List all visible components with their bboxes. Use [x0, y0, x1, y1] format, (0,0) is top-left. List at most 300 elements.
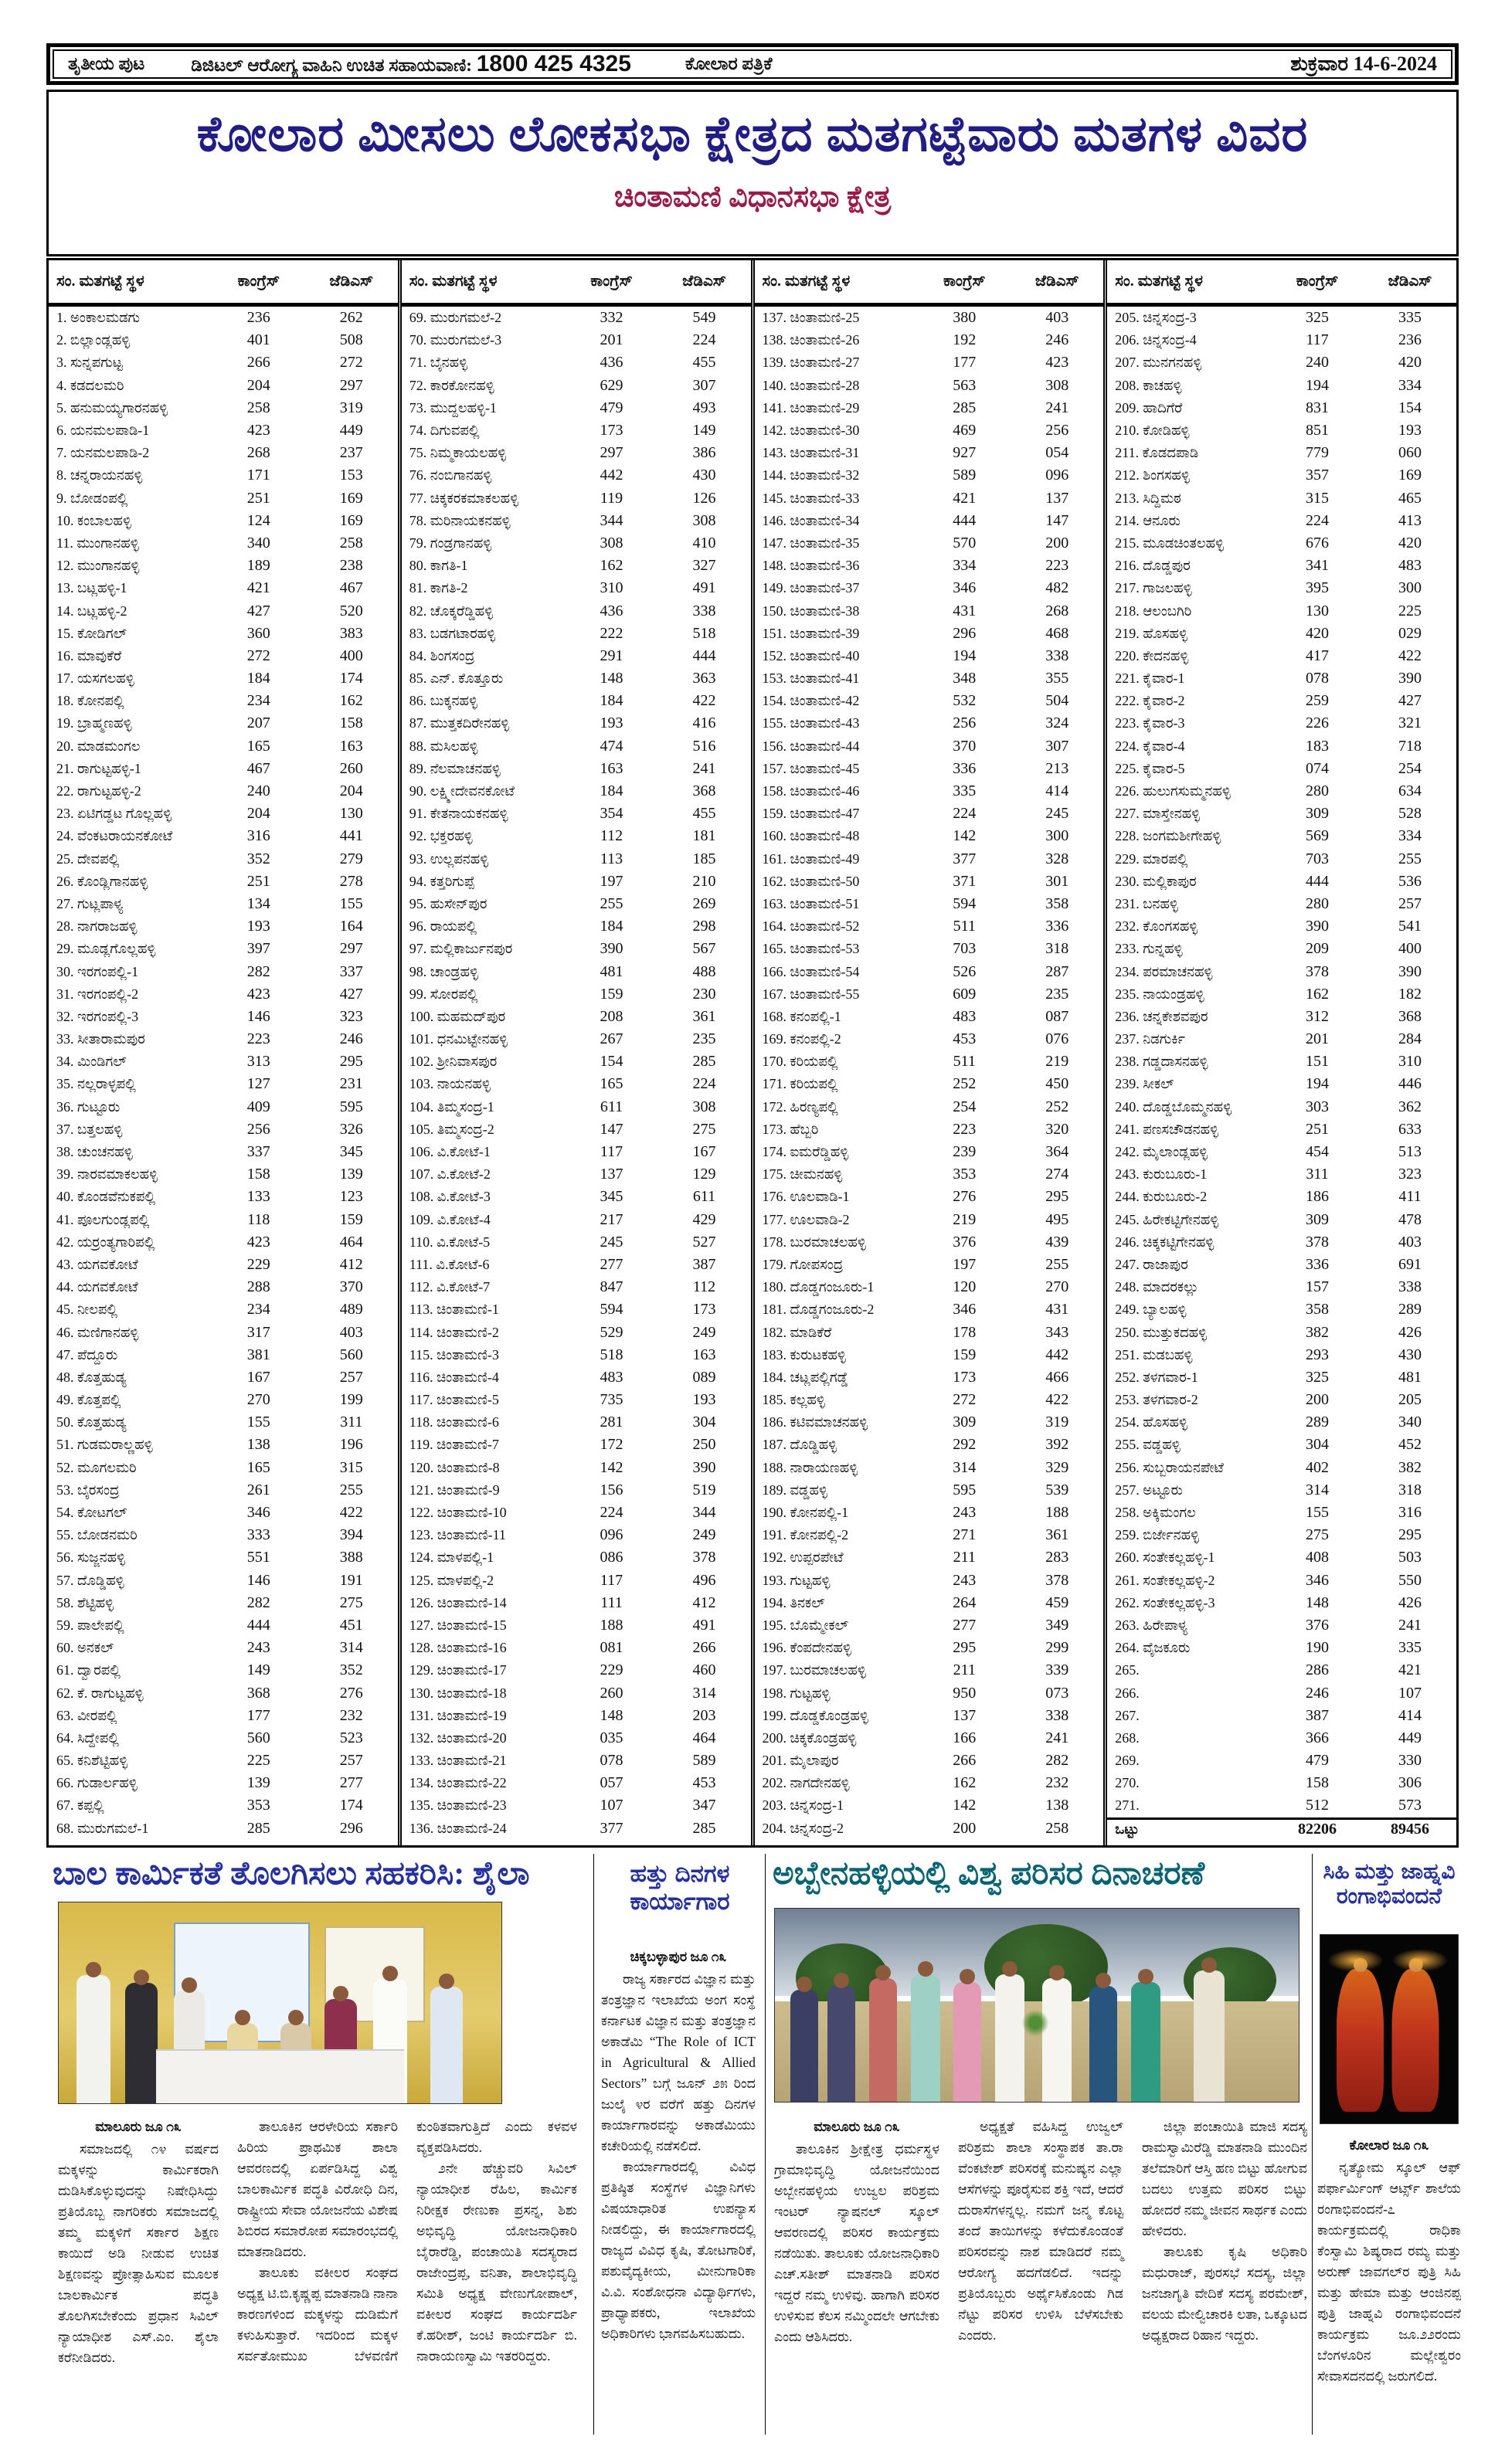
jds-votes: 181	[692, 827, 716, 845]
booth-name: 176. ಊಲವಾಡಿ-1	[762, 1189, 850, 1205]
congress-votes: 378	[1306, 962, 1329, 980]
congress-votes: 427	[246, 602, 270, 619]
table-row	[402, 1073, 751, 1095]
jds-votes: 334	[1398, 376, 1422, 394]
jds-votes: 272	[339, 354, 363, 372]
booth-name: 265.	[1115, 1662, 1140, 1678]
booth-name: 37. ಬತ್ತಲಹಳ್ಳಿ	[56, 1121, 123, 1137]
jds-votes: 403	[339, 1323, 363, 1341]
booth-name: 157. ಚಿಂತಾಮಣಿ-45	[762, 760, 860, 776]
person-figure	[1194, 1970, 1225, 2102]
jds-votes: 149	[692, 422, 716, 440]
total-congress: 82206	[1298, 1821, 1337, 1838]
congress-votes: 155	[1306, 1504, 1329, 1522]
jds-votes: 123	[339, 1188, 363, 1206]
jds-votes: 257	[1398, 894, 1422, 912]
booth-name: 56. ಸುಜ್ಜನಹಳ್ಳಿ	[56, 1549, 126, 1566]
jds-votes: 426	[1398, 1593, 1422, 1611]
booth-name: 216. ದೊಡ್ಡಪುರ	[1115, 558, 1191, 574]
table-row	[1107, 510, 1456, 532]
table-row	[1107, 1073, 1456, 1095]
booth-name: 236. ಚನ್ನಕೇಶವಪುರ	[1115, 1008, 1208, 1024]
jds-votes: 275	[692, 1120, 716, 1138]
table-row	[49, 938, 398, 960]
table-row	[755, 983, 1104, 1006]
congress-votes: 267	[600, 1030, 623, 1048]
jds-votes: 403	[1398, 1233, 1422, 1251]
congress-votes: 197	[600, 872, 623, 890]
jds-votes: 400	[1398, 940, 1422, 958]
jds-votes: 282	[1045, 1752, 1069, 1770]
booth-name: 218. ಆಲಂಬಗಿರಿ	[1115, 602, 1192, 619]
congress-votes: 370	[953, 737, 977, 755]
table-row	[1107, 871, 1456, 893]
congress-votes: 086	[600, 1549, 623, 1566]
congress-votes: 239	[953, 1143, 977, 1161]
column-rule	[1312, 1854, 1313, 2435]
jds-votes: 363	[692, 670, 716, 687]
table-row	[402, 1614, 751, 1637]
booth-name: 147. ಚಿಂತಾಮಣಿ-35	[762, 535, 860, 551]
booth-name: 117. ಚಿಂತಾಮಣಿ-5	[409, 1392, 499, 1408]
table-row	[402, 983, 751, 1006]
sapling-decor	[1021, 2010, 1049, 2036]
table-row	[49, 983, 398, 1006]
congress-votes: 219	[953, 1210, 977, 1228]
booth-name: 164. ಚಿಂತಾಮಣಿ-52	[762, 918, 860, 935]
jds-votes: 338	[692, 602, 716, 619]
congress-votes: 282	[246, 1593, 270, 1611]
congress-votes: 444	[953, 511, 977, 529]
table-row	[755, 803, 1104, 825]
congress-votes: 266	[953, 1752, 977, 1770]
header-congress: ಕಾಂಗ್ರೆಸ್	[943, 273, 986, 290]
table-row	[1107, 487, 1456, 510]
table-row	[402, 1276, 751, 1298]
booth-name: 127. ಚಿಂತಾಮಣಿ-15	[409, 1617, 507, 1633]
booth-name: 62. ಕೆ. ರಾಗುಟ್ಟಹಳ್ಳಿ	[56, 1685, 144, 1701]
article-paragraph: ತಾಲೂಕು ವಕೀಲರ ಸಂಘದ ಅಧ್ಯಕ್ಷ ಟಿ.ಬಿ.ಕೃಷ್ಣಪ್ಪ ಮಾತನಾಡಿ ನಾನಾ ಕಾರಣಗಳಿಂದ ಮಕ್ಕಳನ್ನು ದುಡಿಮೆಗೆ ಕಳುಹಿಸುತ್ತಾರೆ. ಇದರಿಂದ ಮಕ್ಕಳ ಸರ್ವತೋಮುಖ ಬೆಳವಣಿಗೆ ಕುಂಠಿತವಾಗುತ್ತಿದೆ ಎಂದು ಕಳವಳ ವ್ಯಕ್ತಪಡಿಸಿದರು.	[237, 2119, 577, 2364]
jds-votes: 054	[1045, 444, 1069, 462]
jds-votes: 241	[1398, 1616, 1422, 1634]
congress-votes: 401	[246, 331, 270, 349]
headline-line: ಕಾರ್ಯಾಗಾರ	[630, 1887, 730, 1915]
jds-votes: 539	[1045, 1481, 1069, 1498]
table-row	[49, 329, 398, 351]
booth-name: 61. ದ್ವಾರಪಲ್ಲಿ	[56, 1662, 121, 1678]
congress-votes: 112	[600, 827, 623, 845]
booth-name: 46. ಮಣಿಗಾನಹಳ್ಳಿ	[56, 1324, 139, 1340]
jds-votes: 260	[339, 759, 363, 777]
booth-name: 190. ಕೋನಪಲ್ಲಿ-1	[762, 1505, 849, 1521]
table-row	[1107, 1772, 1456, 1794]
jds-votes: 230	[692, 985, 716, 1003]
booth-name: 211. ಕೊಡದಪಾಡಿ	[1115, 445, 1199, 461]
table-row	[49, 1727, 398, 1750]
table-row	[1107, 848, 1456, 871]
congress-votes: 256	[246, 1120, 270, 1138]
congress-votes: 423	[246, 1233, 270, 1251]
booth-name: 158. ಚಿಂತಾಮಣಿ-46	[762, 783, 860, 799]
jds-votes: 255	[339, 1481, 363, 1498]
booth-name: 50. ಕೊತ್ತಹುಡ್ಯ	[56, 1414, 127, 1431]
table-row	[402, 1705, 751, 1727]
jds-votes: 455	[692, 805, 716, 823]
congress-votes: 272	[246, 647, 270, 664]
congress-votes: 346	[246, 1504, 270, 1522]
booth-name: 224. ಕೈವಾರ-4	[1115, 738, 1185, 754]
table-row	[402, 1502, 751, 1524]
congress-votes: 208	[600, 1007, 623, 1025]
booth-name: 42. ಯರ್ರಂತ್ಯಗಾರಿಪಲ್ಲಿ	[56, 1234, 155, 1250]
congress-votes: 172	[600, 1436, 623, 1454]
booth-name: 134. ಚಿಂತಾಮಣಿ-22	[409, 1775, 507, 1791]
congress-votes: 377	[600, 1819, 623, 1837]
congress-votes: 353	[246, 1797, 270, 1814]
jds-votes: 225	[1398, 602, 1422, 619]
booth-name: 186. ಕಟಿವಮಾಚನಹಳ್ಳಿ	[762, 1414, 868, 1431]
congress-votes: 177	[246, 1706, 270, 1724]
jds-votes: 200	[1045, 534, 1069, 552]
table-row	[1107, 1637, 1456, 1659]
booth-name: 239. ಸೀಕಲ್	[1115, 1076, 1174, 1092]
table-row	[402, 351, 751, 374]
table-row	[402, 1006, 751, 1028]
booth-name: 30. ಇರಗಂಪಲ್ಲಿ-1	[56, 963, 139, 979]
table-row	[402, 1750, 751, 1772]
congress-votes: 162	[953, 1774, 977, 1792]
table-decor	[156, 2049, 404, 2103]
booth-name: 221. ಕೈವಾರ-1	[1115, 670, 1185, 687]
dateline: ಮಾಲೂರು ಜೂ ೧೩	[814, 2119, 900, 2134]
booth-name: 165. ಚಿಂತಾಮಣಿ-53	[762, 941, 860, 957]
congress-votes: 149	[246, 1661, 270, 1679]
column-rule	[765, 1854, 766, 2435]
booth-name: 24. ವೆಂಕಟರಾಯನಕೋಟೆ	[56, 828, 173, 844]
table-row	[402, 442, 751, 464]
table-row	[755, 825, 1104, 847]
jds-votes: 589	[692, 1752, 716, 1770]
jds-votes: 147	[1045, 511, 1069, 529]
booth-name: 126. ಚಿಂತಾಮಣಿ-14	[409, 1594, 507, 1610]
table-row	[49, 442, 398, 464]
congress-votes: 353	[953, 1166, 977, 1183]
congress-votes: 483	[600, 1368, 623, 1386]
booth-name: 226. ಹುಲುಗಸುಮ್ಮನಹಳ್ಳಿ	[1115, 783, 1231, 799]
congress-votes: 184	[600, 918, 623, 935]
table-row	[49, 1209, 398, 1231]
table-row	[1107, 1276, 1456, 1298]
booth-name: 48. ಕೊತ್ತಹುಡ್ಯ	[56, 1369, 127, 1385]
congress-votes: 189	[246, 557, 270, 575]
jds-votes: 238	[339, 557, 363, 575]
jds-votes: 449	[339, 422, 363, 440]
article-paragraph: ೨ನೇ ಹೆಚ್ಚುವರಿ ಸಿವಿಲ್ ನ್ಯಾಯಾಧೀಶ ರೆಹಿಲ, ಕಾರ್ಮಿಕ ನಿರೀಕ್ಷಕ ರೇಣುಕಾ ಪ್ರಸನ್ನ, ಶಿಶು ಅಭಿವೃದ್ಧಿ ಯೋಜನಾಧಿಕಾರಿ ಬೈರಾರೆಡ್ಡಿ, ಪಂಚಾಯಿತಿ ಸದಸ್ಯರಾದ ರಾಜೇಂದ್ರಪ್ಪ, ವನಿತಾ, ಶಾಲಾಭಿವೃದ್ಧಿ ಸಮಿತಿ ಅಧ್ಯಕ್ಷ ವೇಣುಗೋಪಾಲ್, ವಕೀಲರ ಸಂಘದ ಕಾರ್ಯದರ್ಶಿ ಕೆ.ಹರೀಶ್, ಜಂಟಿ ಕಾರ್ಯದರ್ಶಿ ಬಿ. ನಾರಾಯಣಸ್ವಾಮಿ ಇತರರಿದ್ದರು.	[416, 2160, 577, 2364]
table-row	[755, 735, 1104, 758]
congress-votes: 512	[1306, 1797, 1329, 1814]
table-row	[49, 1389, 398, 1411]
table-row	[49, 645, 398, 667]
congress-votes: 224	[1306, 511, 1329, 529]
person-figure	[1131, 1982, 1160, 2102]
photo-dancers	[1320, 1934, 1459, 2124]
jds-votes: 491	[692, 1616, 716, 1634]
congress-votes: 163	[600, 759, 623, 777]
jds-votes: 496	[692, 1571, 716, 1589]
total-jds: 89456	[1391, 1821, 1429, 1838]
booth-name: 54. ಕೋಟಗಲ್	[56, 1505, 127, 1521]
booth-name: 234. ಪರಮಾಚನಹಳ್ಳಿ	[1115, 963, 1213, 979]
jds-votes: 319	[339, 399, 363, 416]
booth-name: 170. ಕರಿಯಪಲ್ಲಿ	[762, 1054, 838, 1070]
congress-votes: 256	[953, 714, 977, 732]
table-row	[755, 1163, 1104, 1186]
table-row	[755, 1457, 1104, 1479]
booth-name: 49. ಕೊತ್ತಪಲ್ಲಿ	[56, 1392, 121, 1408]
congress-votes: 201	[1306, 1030, 1329, 1048]
jds-votes: 289	[1398, 1301, 1422, 1319]
table-row	[402, 1479, 751, 1502]
table-row	[1107, 532, 1456, 555]
booth-name: 65. ಕನಿಶೆಟ್ಟಿಹಳ್ಳಿ	[56, 1753, 128, 1769]
jds-votes: 153	[339, 467, 363, 484]
congress-votes: 204	[246, 376, 270, 394]
booth-name: 268.	[1115, 1729, 1140, 1746]
table-row	[402, 623, 751, 645]
table-row	[755, 510, 1104, 532]
jds-votes: 337	[339, 962, 363, 980]
booth-name: 19. ಬ್ರಾಹ್ಮಣಹಳ್ಳಿ	[56, 715, 132, 731]
booth-name: 210. ಕೋಡಿಹಳ್ಳಿ	[1115, 423, 1190, 439]
table-row	[1107, 1546, 1456, 1569]
booth-name: 11. ಮುಂಗಾನಹಳ್ಳಿ	[56, 535, 139, 551]
booth-name: 78. ಮರಿನಾಯಕನಹಳ್ಳಿ	[409, 512, 511, 528]
table-row	[755, 915, 1104, 938]
booth-name: 240. ದೊಡ್ಡಬೊಮ್ಮನಹಳ್ಳಿ	[1115, 1098, 1232, 1115]
table-row	[402, 1298, 751, 1321]
table-row	[49, 419, 398, 442]
table-row	[402, 848, 751, 871]
table-row	[49, 1637, 398, 1659]
jds-votes: 347	[692, 1797, 716, 1814]
table-row	[402, 1772, 751, 1794]
congress-votes: 345	[600, 1188, 623, 1206]
congress-votes: 346	[1306, 1571, 1329, 1589]
jds-votes: 299	[1045, 1639, 1069, 1657]
booth-name: 228. ಜಂಗಮಶೀಗೇಹಳ್ಳಿ	[1115, 828, 1221, 844]
booth-name: 63. ವೀರಪಲ್ಲಿ	[56, 1707, 117, 1723]
congress-votes: 173	[953, 1368, 977, 1386]
table-row	[402, 1592, 751, 1614]
booth-name: 136. ಚಿಂತಾಮಣಿ-24	[409, 1820, 507, 1836]
congress-votes: 334	[953, 557, 977, 575]
table-row	[402, 1096, 751, 1118]
booth-name: 245. ಹಿರೇಕಟ್ಟಿಗೇನಹಳ್ಳಿ	[1115, 1211, 1219, 1227]
booth-name: 81. ಕಾಗತಿ-2	[409, 580, 468, 596]
booth-name: 85. ಎನ್. ಕೊತ್ತೂರು	[409, 670, 504, 687]
table-row	[49, 623, 398, 645]
booth-name: 112. ವಿ.ಕೋಟೆ-7	[409, 1279, 491, 1295]
jds-votes: 246	[1045, 331, 1069, 349]
congress-votes: 275	[1306, 1526, 1329, 1544]
table-row	[49, 1366, 398, 1389]
congress-votes: 107	[600, 1797, 623, 1814]
jds-votes: 386	[692, 444, 716, 462]
table-row	[402, 1570, 751, 1592]
table-row	[49, 848, 398, 871]
jds-votes: 262	[339, 309, 363, 327]
table-row	[402, 1186, 751, 1208]
congress-votes: 348	[953, 670, 977, 687]
booth-name: 154. ಚಿಂತಾಮಣಿ-42	[762, 693, 860, 709]
booth-name: 146. ಚಿಂತಾಮಣಿ-34	[762, 512, 860, 528]
booth-name: 259. ಬಿರ್ಜೇನಹಳ್ಳಿ	[1115, 1527, 1200, 1543]
table-row	[49, 307, 398, 329]
table-row	[755, 1411, 1104, 1434]
jds-votes: 468	[1045, 624, 1069, 642]
congress-votes: 703	[953, 940, 977, 958]
dateline: ಚಿಕ್ಕಬಳ್ಳಾಪುರ ಜೂ ೧೩	[630, 1949, 727, 1964]
table-row	[49, 893, 398, 915]
jds-votes: 427	[1398, 692, 1422, 710]
jds-votes: 235	[1045, 985, 1069, 1003]
table-row	[402, 1411, 751, 1434]
booth-name: 252. ತಳಗವಾರ-1	[1115, 1369, 1198, 1385]
jds-votes: 422	[1398, 647, 1422, 664]
booth-name: 191. ಕೋನಪಲ್ಲಿ-2	[762, 1527, 849, 1543]
article-paragraph: ತಾಲೂಕಿನ ಶ್ರೀಕ್ಷೇತ್ರ ಧರ್ಮಸ್ಥಳ ಗ್ರಾಮಾಭಿವೃದ್ಧಿ ಯೋಜನೆಯಿಂದ ಅಬ್ಬೇನಹಳ್ಳಿಯ ಉಜ್ವಲ ಪರಿಶ್ರಮ ಇಂಟರ್ ನ್ಯಾಷನಲ್ ಸ್ಕೂಲ್ ಆವರಣದಲ್ಲಿ ಪರಿಸರ ಕಾರ್ಯಕ್ರಮ ನಡೆಯಿತು. ತಾಲೂಕು ಯೋಜನಾಧಿಕಾರಿ ಎಚ್.ಸತೀಶ್ ಮಾತನಾಡಿ ಪರಿಸರ ಇದ್ದರೆ ನಮ್ಮ ಉಳಿವು. ಹಾಗಾಗಿ ಪರಿಸರ ಉಳಿಸುವ ಕೆಲಸ ನಮ್ಮಿಂದಲೇ ಆಗಬೇಕು ಎಂದು ಆಶಿಸಿದರು.	[774, 2141, 939, 2344]
header-place: ಸಂ. ಮತಗಟ್ಟೆ ಸ್ಥಳ	[762, 273, 851, 290]
jds-votes: 241	[1045, 399, 1069, 416]
congress-votes: 209	[1306, 940, 1329, 958]
booth-name: 173. ಹೆಬ್ಬರಿ	[762, 1121, 819, 1137]
congress-votes: 344	[600, 511, 623, 529]
table-row	[49, 1163, 398, 1186]
booth-name: 145. ಚಿಂತಾಮಣಿ-33	[762, 490, 860, 506]
congress-votes: 563	[953, 376, 977, 394]
booth-name: 174. ಐಮರೆಡ್ಡಿಹಳ್ಳಿ	[762, 1144, 849, 1160]
congress-votes: 382	[1306, 1323, 1329, 1341]
jds-votes: 307	[692, 376, 716, 394]
jds-votes: 164	[339, 918, 363, 935]
congress-votes: 138	[246, 1436, 270, 1454]
table-row	[49, 1141, 398, 1163]
booth-name: 96. ರಾಯಪಲ್ಲಿ	[409, 918, 477, 935]
congress-votes: 927	[953, 444, 977, 462]
congress-votes: 332	[600, 309, 623, 327]
table-row	[1107, 1141, 1456, 1163]
jds-votes: 269	[692, 894, 716, 912]
congress-votes: 357	[1306, 467, 1329, 484]
booth-name: 237. ನಿಡಗುರ್ಕಿ	[1115, 1031, 1185, 1047]
table-row	[755, 938, 1104, 960]
jds-votes: 254	[1398, 759, 1422, 777]
congress-votes: 096	[600, 1526, 623, 1544]
booth-name: 70. ಮುರುಗಮಲೆ-3	[409, 332, 502, 348]
jds-votes: 257	[339, 1368, 363, 1386]
jds-votes: 378	[692, 1549, 716, 1566]
booth-name: 180. ದೊಡ್ಡಗಂಜೂರು-1	[762, 1279, 875, 1295]
table-row	[402, 825, 751, 847]
jds-votes: 237	[339, 444, 363, 462]
congress-votes: 304	[1306, 1436, 1329, 1454]
jds-votes: 295	[339, 1053, 363, 1071]
booth-name: 93. ಉಲ್ಲಪನಹಳ್ಳಿ	[409, 850, 489, 867]
booth-name: 160. ಚಿಂತಾಮಣಿ-48	[762, 828, 860, 844]
jds-votes: 483	[1398, 557, 1422, 575]
person-figure	[995, 1974, 1024, 2102]
table-row	[1107, 351, 1456, 374]
jds-votes: 504	[1045, 692, 1069, 710]
table-row	[402, 1028, 751, 1050]
congress-votes: 676	[1306, 534, 1329, 552]
table-row	[755, 645, 1104, 667]
jds-votes: 338	[1045, 647, 1069, 664]
booth-name: 5. ಹನುಮಯ್ಯಗಾರನಹಳ್ಳಿ	[56, 399, 168, 416]
table-row	[755, 1546, 1104, 1569]
jds-votes: 328	[1045, 850, 1069, 867]
congress-votes: 133	[246, 1188, 270, 1206]
jds-votes: 296	[339, 1819, 363, 1837]
article-headline-workshop	[604, 1860, 756, 1915]
table-row	[49, 1457, 398, 1479]
congress-votes: 337	[246, 1143, 270, 1161]
congress-votes: 194	[1306, 1075, 1329, 1093]
booth-name: 172. ಹಿರಣ್ಯಪಲ್ಲಿ	[762, 1098, 838, 1115]
congress-votes: 703	[1306, 850, 1329, 867]
jds-votes: 431	[1045, 1301, 1069, 1319]
table-row	[1107, 442, 1456, 464]
booth-name: 29. ಮೂಡ್ಲಗೊಲ್ಲಹಳ್ಳಿ	[56, 941, 156, 957]
booth-name: 246. ಚಿಕ್ಕಕಟ್ಟಿಗೇನಹಳ್ಳಿ	[1115, 1234, 1215, 1250]
jds-votes: 466	[1045, 1368, 1069, 1386]
table-row	[1107, 1682, 1456, 1704]
booth-name: 260. ಸಂತೇಕಲ್ಲಹಳ್ಳಿ-1	[1115, 1549, 1215, 1566]
table-row	[755, 351, 1104, 374]
congress-votes: 589	[953, 467, 977, 484]
table-row	[49, 667, 398, 690]
congress-votes: 258	[246, 399, 270, 416]
congress-votes: 315	[1306, 489, 1329, 507]
jds-votes: 491	[692, 579, 716, 597]
congress-votes: 467	[246, 759, 270, 777]
jds-votes: 344	[692, 1504, 716, 1522]
table-row	[755, 442, 1104, 464]
table-row	[755, 1366, 1104, 1389]
booth-name: 107. ವಿ.ಕೋಟೆ-2	[409, 1166, 491, 1183]
jds-votes: 420	[1398, 534, 1422, 552]
booth-name: 97. ಮಲ್ಲಿಕಾರ್ಜುನಪುರ	[409, 941, 513, 957]
congress-votes: 272	[953, 1391, 977, 1409]
table-row	[402, 1637, 751, 1659]
booth-name: 3. ಸುನ್ನಪಗುಟ್ಟ	[56, 355, 123, 371]
table-row	[402, 375, 751, 397]
congress-votes: 297	[600, 444, 623, 462]
congress-votes: 436	[600, 602, 623, 619]
article-paragraph: ಕಾರ್ಯಾಗಾರದಲ್ಲಿ ವಿವಿಧ ಪ್ರತಿಷ್ಠಿತ ಸಂಸ್ಥೆಗಳ ವಿಜ್ಞಾನಿಗಳು ವಿಷಯಾಧಾರಿತ ಉಪನ್ಯಾಸ ನೀಡಲಿದ್ದು, ಈ ಕಾರ್ಯಾಗಾರದಲ್ಲಿ ರಾಜ್ಯದ ವಿವಿಧ ಕೃಷಿ, ತೋಟಗಾರಿಕೆ, ಪಶುವೈದ್ಯಕೀಯ, ಮೀನುಗಾರಿಕಾ ವಿ.ವಿ. ಸಂಶೋಧನಾ ವಿದ್ಯಾರ್ಥಿಗಳು, ಪ್ರಾಧ್ಯಾಪಕರು, ಇಲಾಖೆಯ ಅಧಿಕಾರಿಗಳು ಭಾಗವಹಿಸಬಹುದು.	[601, 2159, 756, 2341]
congress-votes: 423	[246, 422, 270, 440]
booth-name: 89. ನೆಲಮಾಚನಹಳ್ಳಿ	[409, 760, 501, 776]
congress-votes: 186	[1306, 1188, 1329, 1206]
jds-votes: 520	[339, 602, 363, 619]
table-row	[1107, 938, 1456, 960]
table-row	[1107, 735, 1456, 758]
table-row	[402, 1163, 751, 1186]
booth-name: 149. ಚಿಂತಾಮಣಿ-37	[762, 580, 860, 596]
table-row	[402, 1209, 751, 1231]
jds-votes: 518	[692, 624, 716, 642]
jds-votes: 691	[1398, 1255, 1422, 1273]
